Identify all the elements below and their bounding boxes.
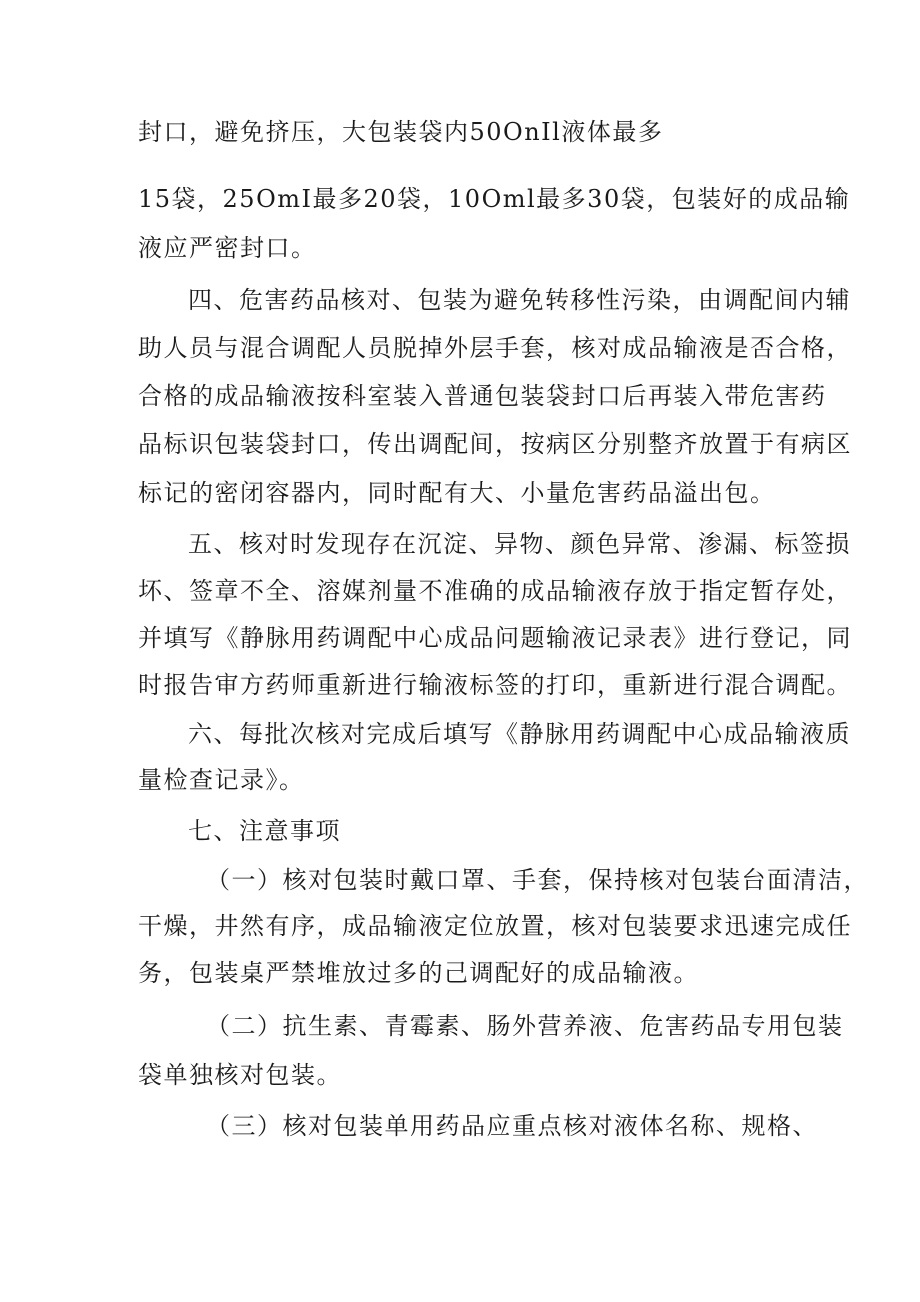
text-line: 并填写《静脉用药调配中心成品问题输液记录表》进行登记，同	[138, 624, 852, 652]
text-line: 袋单独核对包装。	[138, 1061, 342, 1089]
text-line: 务，包装桌严禁堆放过多的己调配好的成品输液。	[138, 959, 699, 987]
text-line: 15袋，25OmI最多20袋，10Oml最多30袋，包装好的成品输	[138, 185, 851, 213]
text-line: 六、每批次核对完成后填写《静脉用药调配中心成品输液质	[188, 720, 851, 748]
text-line: 时报告审方药师重新进行输液标签的打印，重新进行混合调配。	[138, 671, 852, 699]
text-line: 品标识包装袋封口，传出调配间，按病区分别整齐放置于有病区	[138, 430, 852, 458]
text-line: 合格的成品输液按科室装入普通包装袋封口后再装入带危害药	[138, 382, 827, 410]
text-line: 液应严密封口。	[138, 234, 317, 262]
text-line: 干燥，井然有序，成品输液定位放置，核对包装要求迅速完成任	[138, 912, 852, 940]
text-line: 七、注意事项	[188, 817, 341, 845]
text-line: 五、核对时发现存在沉淀、异物、颜色异常、渗漏、标签损	[188, 530, 851, 558]
text-line: （二）抗生素、青霉素、肠外营养液、危害药品专用包装	[206, 1012, 844, 1040]
text-line: （一）核对包装时戴口罩、手套，保持核对包装台面清洁，	[206, 866, 869, 894]
text-line: 四、危害药品核对、包装为避免转移性污染，由调配间内辅	[188, 286, 851, 314]
text-line: 量检查记录》。	[138, 766, 305, 794]
text-line: 标记的密闭容器内，同时配有大、小量危害药品溢出包。	[138, 479, 776, 507]
text-line: 坏、签章不全、溶媒剂量不准确的成品输液存放于指定暂存处，	[138, 577, 852, 605]
text-line: 助人员与混合调配人员脱掉外层手套，核对成品输液是否合格，	[138, 334, 852, 362]
text-line: （三）核对包装单用药品应重点核对液体名称、规格、	[206, 1112, 818, 1140]
text-line: 封口，避免挤压，大包装袋内50OnIl液体最多	[138, 118, 664, 146]
